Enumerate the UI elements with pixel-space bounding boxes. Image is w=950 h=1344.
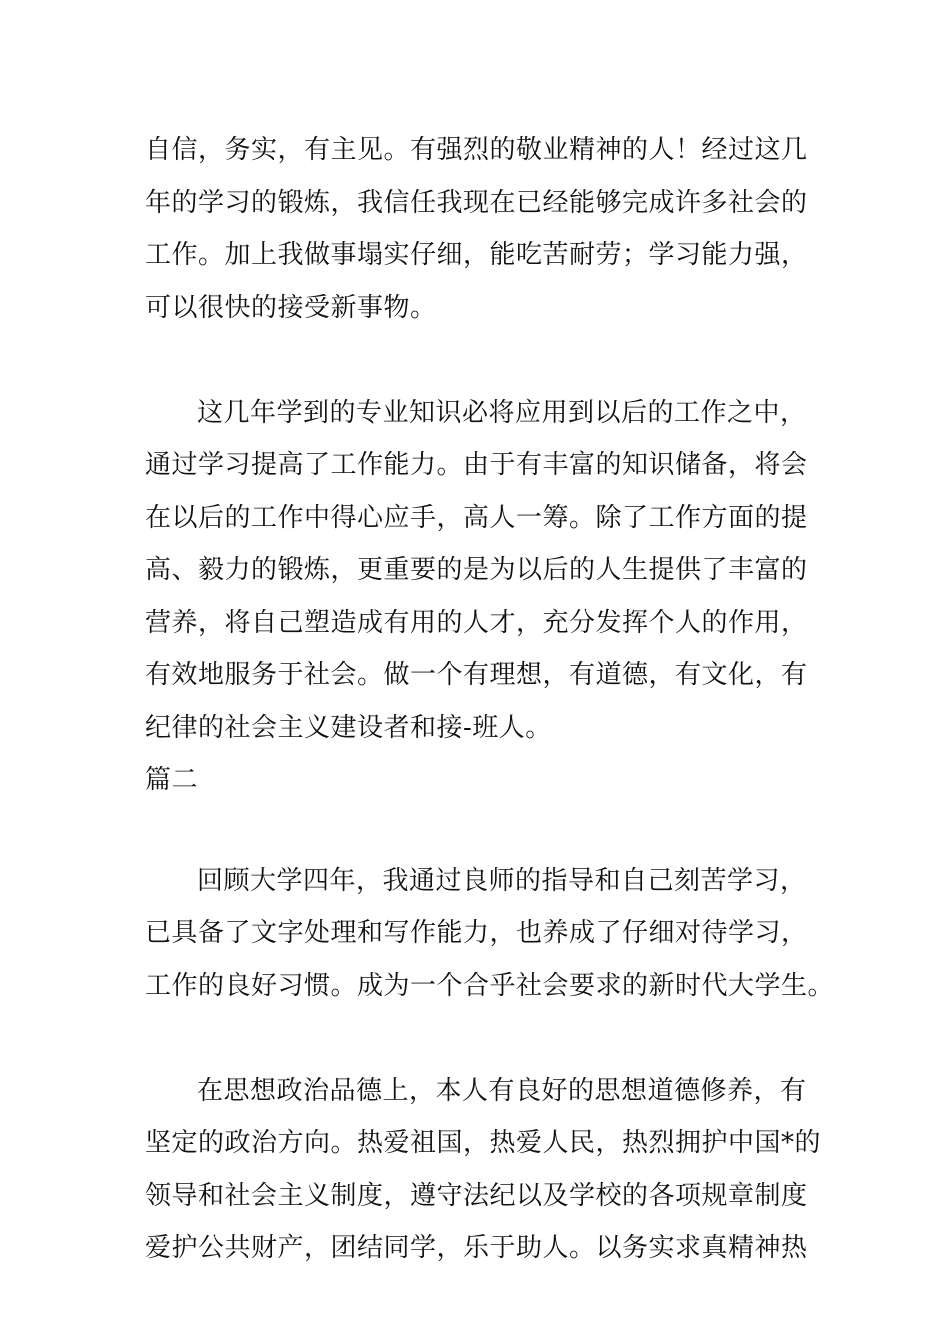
paragraph-line: 这几年学到的专业知识必将应用到以后的工作之中，: [197, 397, 807, 428]
paragraph-line: 领导和社会主义制度，遵守法纪以及学校的各项规章制度: [145, 1180, 808, 1211]
paragraph-line: 通过学习提高了工作能力。由于有丰富的知识储备，将会: [145, 450, 808, 480]
paragraph-4: [145, 1065, 822, 1275]
paragraph-line: 在思想政治品德上，本人有良好的思想道德修养，有: [197, 1075, 807, 1106]
paragraph-line: 回顾大学四年，我通过良师的指导和自己刻苦学习，: [197, 865, 807, 896]
paragraph-line: 爱护公共财产，团结同学，乐于助人。以务实求真精神热: [145, 1233, 808, 1263]
paragraph-line: 自信，务实，有主见。有强烈的敬业精神的人！经过这几: [145, 135, 808, 165]
paragraph-line: 在以后的工作中得心应手，高人一筹。除了工作方面的提: [145, 502, 808, 533]
paragraph-2: [145, 387, 807, 755]
paragraph-spacer: [145, 807, 807, 855]
paragraph-line: 可以很快的接受新事物。: [145, 292, 437, 323]
paragraph-line: 坚定的政治方向。热爱祖国，热爱人民，热烈拥护中国*的: [145, 1128, 822, 1158]
paragraph-spacer: [145, 334, 807, 387]
paragraph-spacer: [145, 1012, 807, 1065]
paragraph-line: 工作。加上我做事塌实仔细，能吃苦耐劳；学习能力强，: [145, 240, 808, 270]
section-heading: 篇二: [145, 765, 199, 795]
paragraph-line: 高、毅力的锻炼，更重要的是为以后的人生提供了丰富的: [145, 555, 808, 585]
paragraph-line: 工作的良好习惯。成为一个合乎社会要求的新时代大学生。: [145, 970, 835, 1001]
paragraph-line: 年的学习的锻炼，我信任我现在已经能够完成许多社会的: [145, 187, 808, 218]
paragraph-3: [145, 855, 835, 1013]
document-page: [145, 124, 835, 1275]
paragraph-line: 纪律的社会主义建设者和接-班人。: [145, 712, 552, 743]
paragraph-line: 有效地服务于社会。做一个有理想，有道德，有文化，有: [145, 660, 808, 690]
paragraph-1: [145, 124, 807, 334]
paragraph-line: 已具备了文字处理和写作能力，也养成了仔细对待学习，: [145, 918, 808, 948]
paragraph-line: 营养，将自己塑造成有用的人才，充分发挥个人的作用，: [145, 607, 808, 638]
